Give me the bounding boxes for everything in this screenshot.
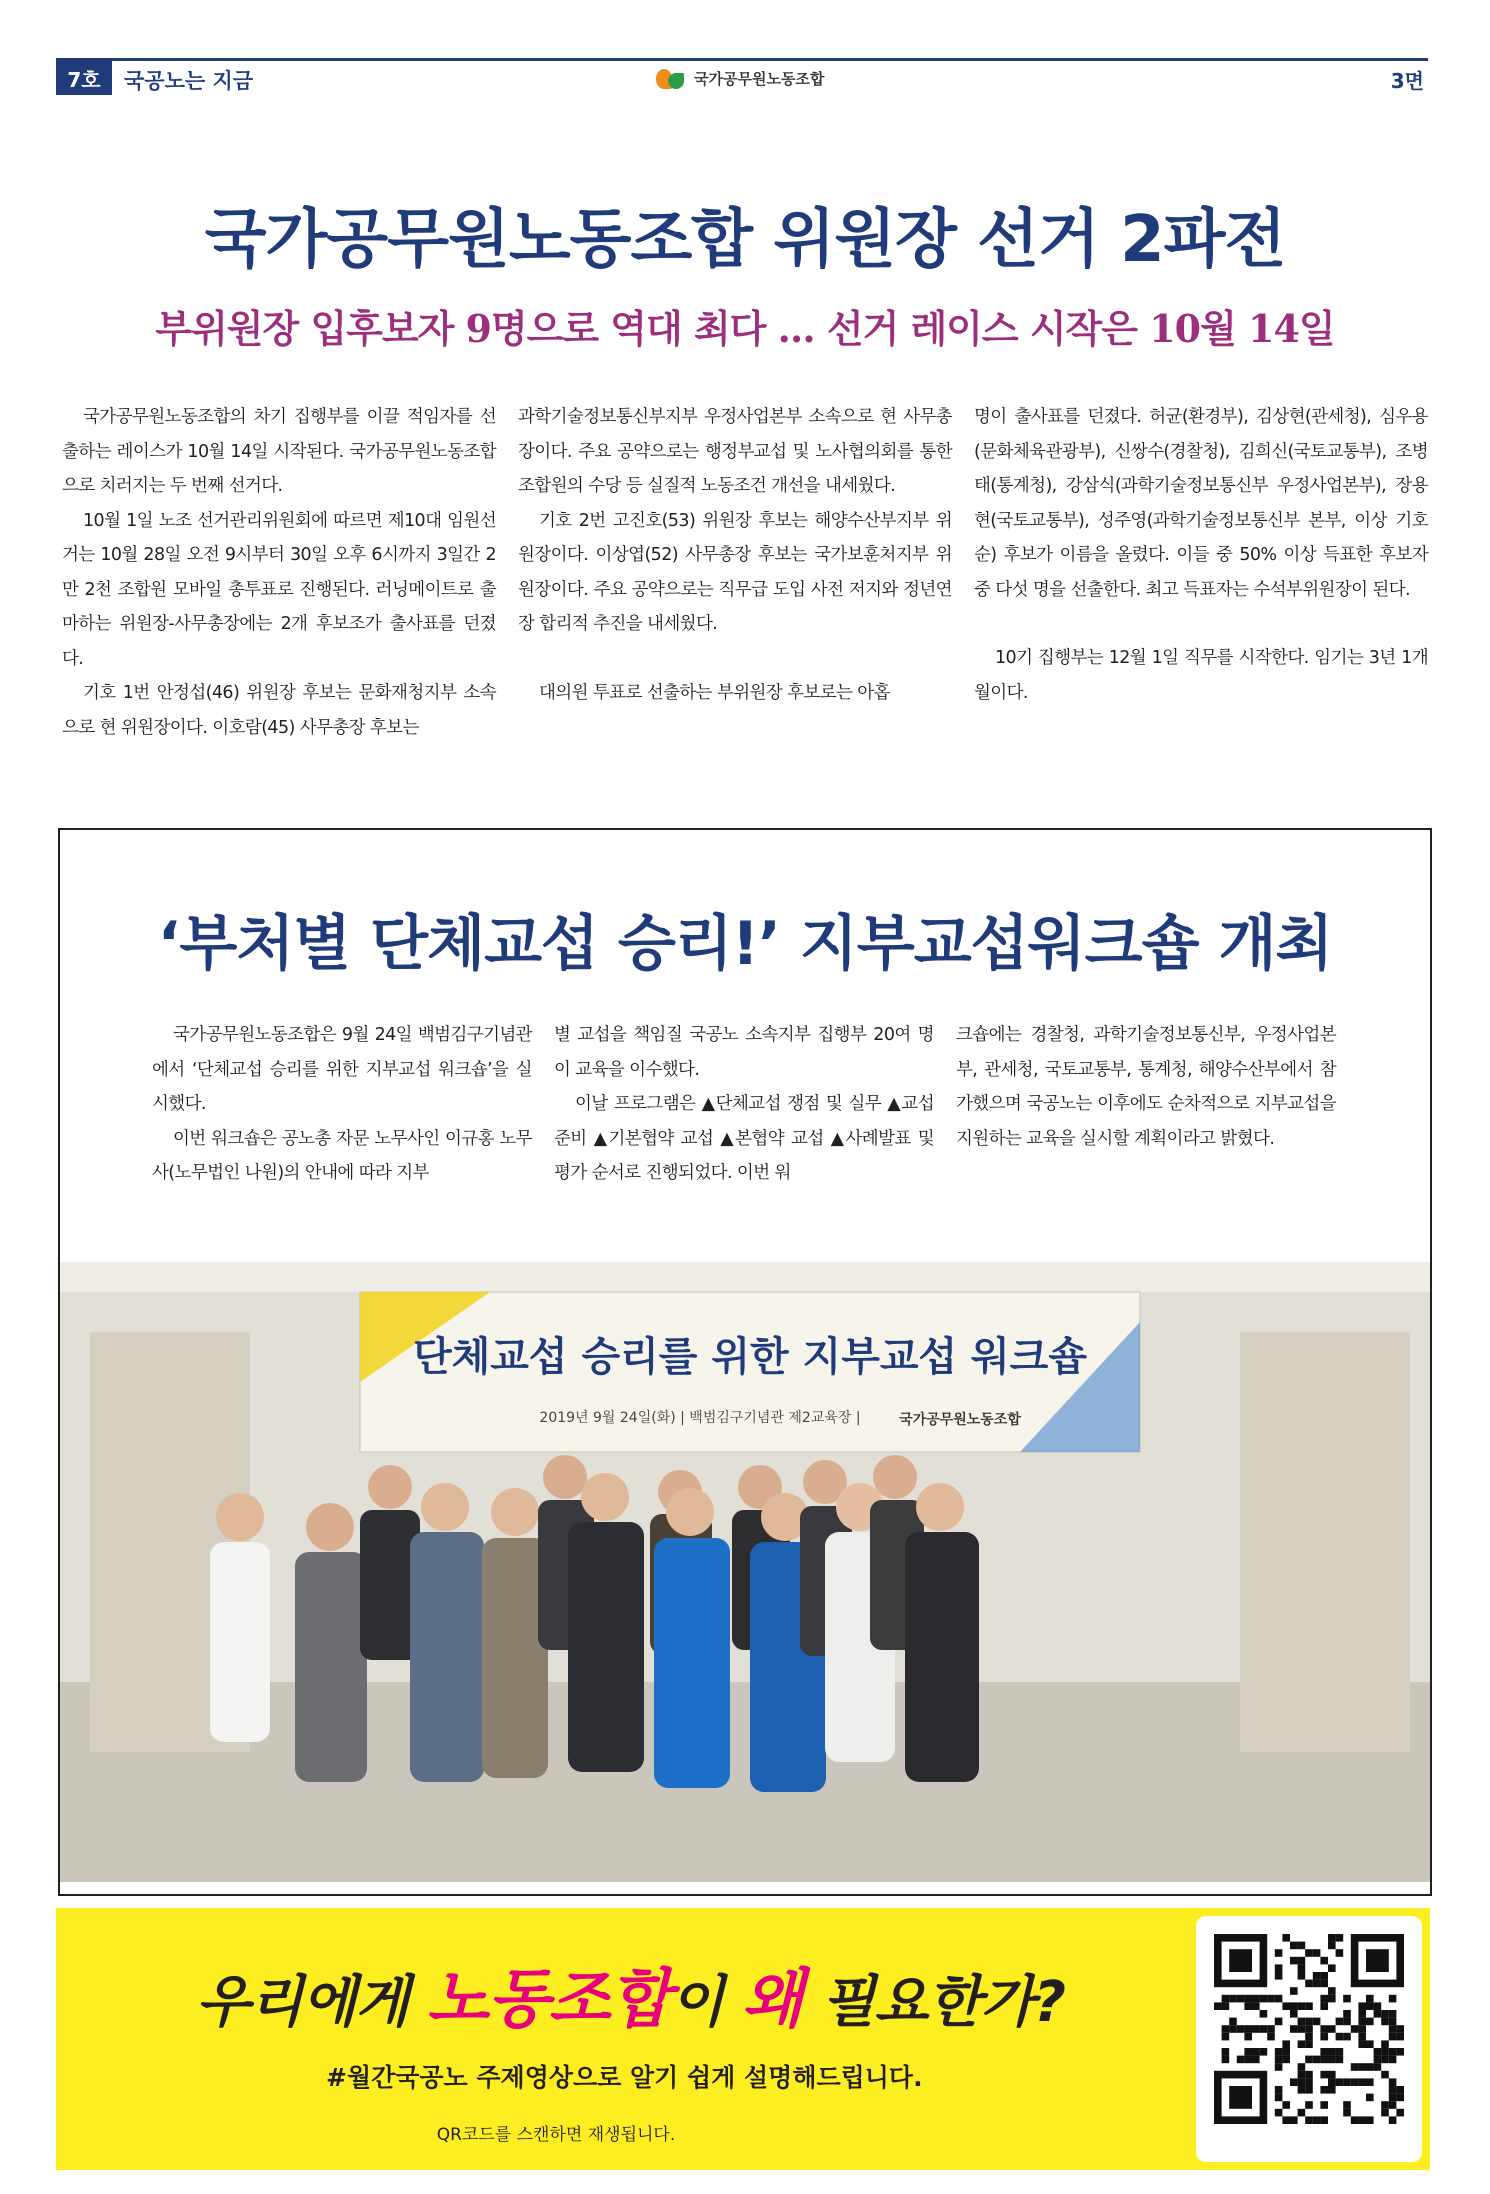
article1-title: 국가공무원노동조합 위원장 선거 2파전 bbox=[204, 203, 1286, 277]
article2-column-1 bbox=[152, 1018, 532, 1191]
article2-box bbox=[58, 828, 1432, 1896]
promo-subline: #월간국공노 주제영상으로 알기 쉽게 설명해드립니다. bbox=[326, 2063, 923, 2092]
photo-banner-info: 2019년 9월 24일(화) | 백범김구기념관 제2교육장 | bbox=[539, 1410, 861, 1426]
paragraph: 크숍에는 경찰청, 과학기술정보통신부, 우정사업본부, 관세청, 국토교통부, 통계청, 해양수산부에서 참가했으며 국공노는 이후에도 순차적으로 지부교섭을 지원하는 교육을 실시할 계획이라고 밝혔다. bbox=[956, 1025, 1336, 1149]
article2-title: ‘부처별 단체교섭 승리!’ 지부교섭워크숍 개최 bbox=[157, 909, 1333, 979]
group-of-participants bbox=[210, 1455, 979, 1792]
promo-highlight: 노동조합 bbox=[426, 1963, 671, 2037]
paragraph: 이날 프로그램은 ▲단체교섭 쟁점 및 실무 ▲교섭준비 ▲기본협약 교섭 ▲본협약 교섭 ▲사례발표 및 평가 순서로 진행되었다. 이번 워 bbox=[554, 1094, 934, 1183]
article1-column-3 bbox=[974, 400, 1428, 710]
photo-banner-title: 단체교섭 승리를 위한 지부교섭 워크숍 bbox=[413, 1334, 1087, 1380]
promo-text: 이 bbox=[670, 1970, 742, 2035]
paragraph: 이번 워크숍은 공노총 자문 노무사인 이규홍 노무사(노무법인 나원)의 안내에 따라 지부 bbox=[152, 1128, 532, 1183]
issue-number: 7호 bbox=[56, 61, 112, 95]
article1-subtitle: 부위원장 입후보자 9명으로 역대 최다 … 선거 레이스 시작은 10월 14일 bbox=[155, 306, 1335, 351]
article1-column-1 bbox=[62, 400, 496, 745]
paragraph: 대의원 투표로 선출하는 부위원장 후보로는 아홉 bbox=[539, 682, 890, 703]
workshop-group-photo bbox=[60, 1262, 1430, 1882]
page-header bbox=[56, 58, 1428, 96]
paragraph: 국가공무원노동조합의 차기 집행부를 이끌 적임자를 선출하는 레이스가 10월 14일 시작된다. 국가공무원노동조합으로 치러지는 두 번째 선거다. bbox=[62, 407, 496, 496]
paragraph: 10기 집행부는 12월 1일 직무를 시작한다. 임기는 3년 1개월이다. bbox=[974, 648, 1428, 703]
promo-headline bbox=[196, 1948, 1065, 2040]
qr-code-icon[interactable] bbox=[1214, 1934, 1404, 2124]
paragraph: 10월 1일 노조 선거관리위원회에 따르면 제10대 임원선거는 10월 28일 오전 9시부터 30일 오후 6시까지 3일간 2만 2천 조합원 모바일 총투표로 진행된다. 러닝메이트로 출마하는 위원장-사무총장에는 2개 후보조가 출사표를 던졌다. bbox=[62, 510, 496, 669]
promo-note: QR코드를 스캔하면 재생됩니다. bbox=[436, 2125, 676, 2145]
article1-column-2 bbox=[518, 400, 952, 710]
article2-column-2 bbox=[554, 1018, 934, 1191]
org-logo-text: 국가공무원노동조합 bbox=[694, 69, 825, 88]
page-number: 3면 bbox=[1390, 69, 1424, 93]
promo-text: 필요한가? bbox=[802, 1970, 1065, 2035]
promo-text: 우리에게 bbox=[196, 1970, 427, 2035]
paragraph: 별 교섭을 책임질 국공노 소속지부 집행부 20여 명이 교육을 이수했다. bbox=[554, 1025, 934, 1080]
photo-banner-org: 국가공무원노동조합 bbox=[899, 1412, 1021, 1428]
paragraph: 기호 1번 안정섭(46) 위원장 후보는 문화재청지부 소속으로 현 위원장이다. 이호람(45) 사무총장 후보는 bbox=[62, 683, 496, 738]
paragraph: 과학기술정보통신부지부 우정사업본부 소속으로 현 사무총장이다. 주요 공약으로는 행정부교섭 및 노사협의회를 통한 조합원의 수당 등 실질적 노동조건 개선을 내세웠다. bbox=[518, 407, 952, 496]
article2-column-3 bbox=[956, 1018, 1336, 1156]
paragraph: 명이 출사표를 던졌다. 허균(환경부), 김상현(관세청), 심우용(문화체육관광부), 신쌍수(경찰청), 김희신(국토교통부), 조병태(통계청), 강삼식(과학기술정보통신부 우정사업본부), 장용현(국토교통부), 성주영(과학기술정보통신부 본부, 이상 기호순) 후보가 이름을 올렸다. 이들 중 50% 이상 득표한 후보자 중 다섯 명을 선출한다. 최고 득표자는 수석부위원장이 된다. bbox=[974, 407, 1428, 600]
section-name: 국공노는 지금 bbox=[124, 69, 254, 93]
paragraph: 기호 2번 고진호(53) 위원장 후보는 해양수산부지부 위원장이다. 이상엽(52) 사무총장 후보는 국가보훈처지부 위원장이다. 주요 공약으로는 직무급 도입 사전 저지와 정년연장 합리적 추진을 내세웠다. bbox=[518, 510, 952, 634]
org-logo bbox=[656, 65, 824, 91]
union-logo-icon bbox=[656, 65, 686, 91]
promo-banner bbox=[56, 1908, 1430, 2170]
group-photo-illustration bbox=[60, 1262, 1430, 1882]
promo-highlight: 왜 bbox=[741, 1963, 803, 2037]
paragraph: 국가공무원노동조합은 9월 24일 백범김구기념관에서 ‘단체교섭 승리를 위한 지부교섭 워크숍’을 실시했다. bbox=[152, 1025, 532, 1114]
